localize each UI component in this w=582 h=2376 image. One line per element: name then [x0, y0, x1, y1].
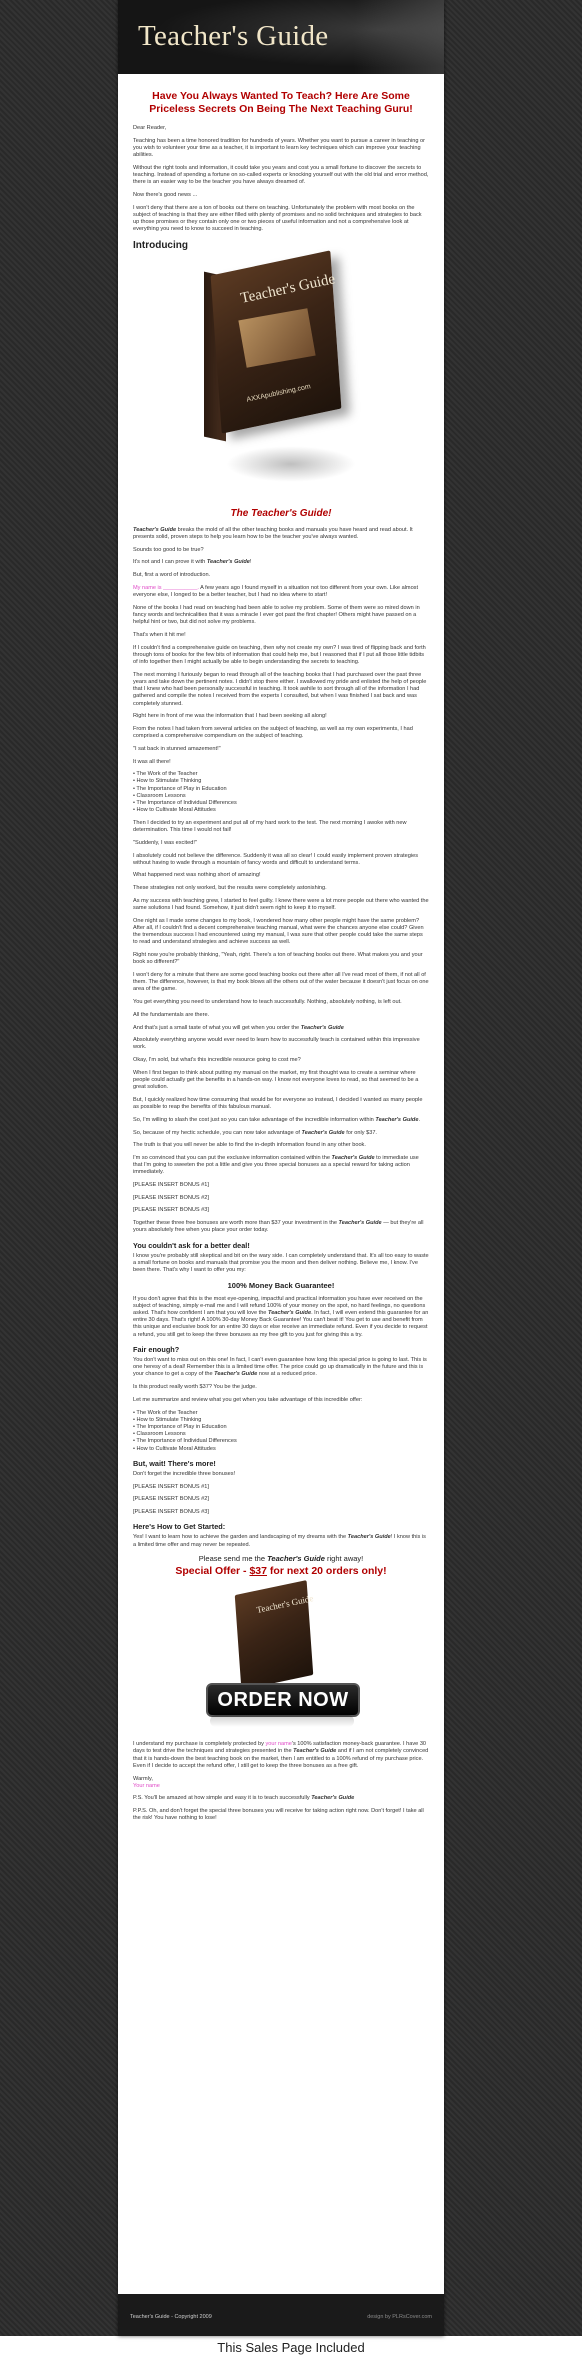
list-item: • Classroom Lessons [133, 792, 186, 799]
text: So, because of my hectic schedule, you can now take advantage of [133, 1129, 302, 1136]
text: If you don't agree that this is the most eye-opening, impactful and practical information you have ever received on the subject of teaching, simply e-mail me and I will refund 100% of your money on the spot, no hard feelings, no questions asked. That's how confident I am that you will love the [133, 1295, 426, 1316]
list-item: • The Importance of Play in Education [133, 785, 227, 792]
text: for only $37. [344, 1129, 377, 1136]
body-paragraph [133, 527, 429, 541]
page-content [118, 74, 444, 1823]
text: and if I am not completely convinced that it is hands-down the best teaching book on the market, then I am entitled to a 100% refund of my purchase price. Even if I decide to accept the refund offer, I still get to keep the three bonuses as a free gift. [133, 1748, 429, 1769]
list-item: • The Importance of Individual Differences [133, 1438, 237, 1445]
body-paragraph [133, 585, 429, 599]
intro-paragraph: Without the right tools and information, it could take you years and cost you a small fortune to discover the secrets to teaching. Instead of spending a fortune on so-called experts or knocking yourself out with the old trial and error method, there is an easier way to be the teacher you have always dreamed of. [133, 164, 429, 186]
text: 's 100% satisfaction money-back guarantee. I have 30 days to test drive the techniques and strategies presented in the [133, 1741, 427, 1755]
order-button-reflection [210, 1715, 354, 1727]
body-paragraph: When I first began to think about putting my manual on the market, my first thought was to create a seminar where people could actually get the benefits in a hands-on way. I know not everyone loves to read, so that seemed to be a great solution. [133, 1069, 419, 1091]
text: — but they're all yours absolutely free when you place your order today. [133, 1220, 424, 1234]
introducing-heading: Introducing [133, 240, 188, 252]
text: And that's just a small taste of what you will get when you order the [133, 1024, 301, 1031]
product-name: Teacher's Guide [300, 1024, 344, 1031]
body-paragraph: What happened next was nothing short of amazing! [133, 872, 261, 879]
list-item: • The Importance of Individual Differences [133, 800, 237, 807]
postscript-2: P.P.S. Oh, and don't forget the special three bonuses you will receive for taking action right now. Don't forget! I take all the risk! You have nothing to lose! [133, 1808, 424, 1822]
summary-list [133, 1410, 429, 1453]
intro-paragraph: Now there's good news ... [133, 191, 198, 198]
body-paragraph [133, 1357, 429, 1379]
bonus-placeholder: [PLEASE INSERT BONUS #2] [133, 1194, 209, 1201]
body-paragraph [133, 1117, 429, 1124]
page-header [118, 0, 444, 74]
bonus-placeholder: [PLEASE INSERT BONUS #1] [133, 1182, 209, 1189]
body-paragraph: The next morning I furiously began to read through all of the teaching books that I had purchased over the past three years and take down the pertinent notes. I didn't stop there either. I swallowed my pride and enlisted the help of people that I knew who had been personally successful in teaching. It took awhile to sort through all of the information I had gathered and compile the notes I received from the experts I consulted, but when I was finished I sat back and was completely stunned. [133, 671, 427, 707]
body-paragraph [133, 559, 429, 566]
text: So, I'm willing to slash the cost just so you can take advantage of the incredible information within [133, 1116, 376, 1123]
body-paragraph [133, 1155, 429, 1177]
bonus-placeholder: [PLEASE INSERT BONUS #1] [133, 1483, 209, 1490]
list-item: • How to Cultivate Moral Attitudes [133, 1445, 216, 1452]
book-reflection [226, 446, 356, 482]
main-headline: Have You Always Wanted To Teach? Here Are Some Priceless Secrets On Being The Next Teaching Guru! [149, 90, 413, 115]
list-item: • The Work of the Teacher [133, 771, 198, 778]
special-offer [133, 1565, 429, 1578]
please-send-line [133, 1555, 429, 1562]
bonus-placeholder: [PLEASE INSERT BONUS #2] [133, 1496, 209, 1503]
body-paragraph: Right here in front of me was the information that I had been seeking all along! [133, 713, 327, 720]
design-credit: design by PLRsCover.com [367, 2314, 432, 2320]
name-placeholder: your name [265, 1741, 292, 1748]
body-paragraph [133, 1534, 429, 1548]
book-site: AXXApublishing.com [245, 382, 312, 404]
product-name: Teacher's Guide [267, 1309, 312, 1316]
body-paragraph: Okay, I'm sold, but what's this incredible resource going to cost me? [133, 1057, 301, 1064]
text: Together these three free bonuses are worth more than $37 your investment in the [133, 1220, 339, 1227]
body-paragraph: But, I quickly realized how time consuming that would be for everyone so instead, I decided I wanted as many people as possible to reap the benefits of this fabulous manual. [133, 1096, 423, 1111]
more-heading: But, wait! There's more! [133, 1458, 216, 1468]
bonus-placeholder: [PLEASE INSERT BONUS #3] [133, 1207, 209, 1214]
text: Special Offer - [175, 1565, 250, 1578]
intro-paragraph: Teaching has been a time honored tradition for hundreds of years. Whether you want to pursue a career in teaching or you wish to volunteer your time as a teacher, it is important to learn key techniques which can improve your teaching abilities. [133, 137, 425, 159]
body-paragraph: Don't forget the incredible three bonuses! [133, 1470, 236, 1477]
body-paragraph: The truth is that you will never be able to find the in-depth information found in any other book. [133, 1142, 366, 1149]
greeting: Dear Reader, [133, 125, 167, 131]
body-paragraph [133, 1220, 429, 1234]
list-item: • The Importance of Play in Education [133, 1423, 227, 1430]
sales-page [118, 0, 444, 2336]
body-paragraph: Right now you're probably thinking, "Yeah, right. There's a ton of teaching books out there. What makes you and your book so different?" [133, 952, 423, 966]
fair-enough-heading: Fair enough? [133, 1344, 180, 1354]
product-name: Teacher's Guide [206, 559, 250, 566]
body-paragraph: "Suddenly, I was excited!" [133, 839, 197, 846]
topics-list [133, 771, 429, 814]
product-name: Teacher's Guide [133, 526, 177, 533]
guarantee-heading: 100% Money Back Guarantee! [227, 1281, 335, 1291]
product-name: Teacher's Guide [267, 1553, 325, 1563]
offer-price: $37 [249, 1565, 267, 1578]
text: It's not and I can prove it with [133, 559, 207, 566]
product-name: Teacher's Guide [293, 1748, 337, 1755]
header-title: Teacher's Guide [138, 20, 329, 52]
text: I'm so convinced that you can put the exclusive information contained within the [133, 1154, 332, 1161]
product-name: Teacher's Guide [347, 1534, 391, 1541]
body-paragraph: None of the books I had read on teaching had been able to solve my problem. Some of them were so mired down in fancy words and technicalities that it was a miracle I ever got past the first chapter! Others might have passed on a helpful hint or two, but did not solve my problems. [133, 604, 420, 626]
postscript [133, 1795, 429, 1802]
body-paragraph: These strategies not only worked, but the results were completely astonishing. [133, 885, 327, 892]
body-paragraph: I won't deny for a minute that there are some good teaching books out there after all I've read most of them, if not all of them. The difference, however, is that my book blows all the others out of the water because it doesn't just focus on one area of the game. [133, 971, 429, 993]
product-name: Teacher's Guide [301, 1129, 345, 1136]
copyright-text: Teacher's Guide - Copyright 2009 [130, 2314, 212, 2320]
body-paragraph: But, first a word of introduction. [133, 572, 211, 579]
body-paragraph: If I couldn't find a comprehensive guide on teaching, then why not create my own? I was tired of flipping back and forth through tons of books for the few bits of information that could help me, but I reasoned that if I put all those little tidbits of info together then I might actually be able to begin understanding the secrets to teaching. [133, 644, 426, 665]
text: to immediate use that I'm going to sweeten the pot a little and give you three special bonuses as a special reward for taking action immediately. [133, 1154, 419, 1176]
text: P.S. You'll be amazed at how simple and easy it is to teach successfully [133, 1795, 312, 1802]
body-paragraph: As my success with teaching grew, I started to feel guilty. I knew there were a lot more people out there who wanted the same solutions I had found. Somehow, it just didn't seem right to keep it to myself. [133, 897, 429, 912]
text: ! I know this is a limited time offer and may never be repeated. [133, 1534, 426, 1548]
list-item: • How to Stimulate Thinking [133, 1416, 202, 1423]
body-paragraph: It was all there! [133, 758, 171, 765]
text: now at a reduced price. [257, 1371, 317, 1378]
text: I understand my purchase is completely protected by [133, 1741, 266, 1748]
body-paragraph: Sounds too good to be true? [133, 546, 204, 553]
order-section [196, 1583, 366, 1733]
signoff: Warmly, [133, 1775, 153, 1782]
body-paragraph: All the fundamentals are there. [133, 1011, 210, 1018]
product-subheading: The Teacher's Guide! [230, 507, 332, 519]
better-deal-heading: You couldn't ask for a better deal! [133, 1240, 250, 1250]
product-name: Teacher's Guide [331, 1154, 375, 1161]
text: A few years ago I found myself in a situation not too different from your own. Like almost everyone else, I longed to be a better teacher, but I had no idea where to start! [133, 584, 419, 599]
list-item: • Classroom Lessons [133, 1431, 186, 1438]
body-paragraph: I know you're probably still skeptical and bit on the wary side. I can completely understand that. It's all too easy to waste a small fortune on books and manuals that promise you the moon and then deliver nothing. Believe me, I know. I've been there. That's why I want to offer you my: [133, 1252, 429, 1274]
intro-paragraph: I won't deny that there are a ton of books out there on teaching. Unfortunately the problem with most books on the subject of teaching is that they are either filled with plenty of promises and no solid techniques and strategies to back up those promises or they contain only one or two pieces of useful information and not a comprehensive look at everything you need to know to succeed in teaching. [133, 204, 422, 233]
body-paragraph: Let me summarize and review what you get when you take advantage of this incredible offer: [133, 1396, 363, 1403]
body-paragraph: That's when it hit me! [133, 631, 186, 638]
list-item: • How to Cultivate Moral Attitudes [133, 807, 216, 814]
text: You don't want to miss out on this one! In fact, I can't even guarantee how long this special price is going to last. This is one heresy of a deal! Remember this is a limited time offer. The price could go up dramatically in the future and this is your chance to get a copy of the [133, 1357, 427, 1378]
header-accent [354, 0, 444, 74]
bonus-placeholder: [PLEASE INSERT BONUS #3] [133, 1509, 209, 1516]
body-paragraph: From the notes I had taken from several articles on the subject of teaching, as well as my own experiments, I had comprised a comprehensive compendium on the subject of teaching. [133, 725, 413, 740]
body-paragraph: Then I decided to try an experiment and put all of my hard work to the test. The next morning I awoke with new determination. This time I would not fail! [133, 819, 407, 834]
book-title: Teacher's Guide [239, 270, 337, 307]
author-name-placeholder: My name is ___________. [133, 584, 199, 591]
book-cover-image [186, 256, 376, 506]
body-paragraph: I absolutely could not believe the difference. Suddenly it was all so clear! I could easily implement proven strategies without having to wade through a mountain of fancy words and difficult to understand terms. [133, 852, 419, 866]
signoff-name: Your name [133, 1782, 160, 1789]
body-paragraph: "I sat back in stunned amazement!" [133, 745, 221, 752]
text: Please send me the [198, 1553, 268, 1563]
body-paragraph [133, 1130, 429, 1137]
body-paragraph: Is this product really worth $37? You be the judge. [133, 1384, 257, 1391]
text: breaks the mold of all the other teaching books and manuals you have heard and read about. It presents solid, proven steps to help you learn how to be the teacher you've always wanted. [133, 526, 413, 541]
text: . [418, 1116, 421, 1123]
product-name: Teacher's Guide [338, 1220, 382, 1227]
body-paragraph [133, 1025, 429, 1032]
product-name: Teacher's Guide [214, 1371, 258, 1378]
closing-paragraph [133, 1741, 429, 1770]
text: ! [249, 559, 252, 566]
text: Yes! I want to learn how to achieve the garden and landscaping of my dreams with the [133, 1534, 348, 1541]
image-caption: This Sales Page Included [217, 2340, 365, 2355]
get-started-heading: Here's How to Get Started: [133, 1522, 226, 1532]
order-book-title: Teacher's Guide [255, 1593, 315, 1616]
body-paragraph: You get everything you need to understand how to teach successfully. Nothing, absolutely nothing, is left out. [133, 999, 402, 1006]
text: for next 20 orders only! [267, 1565, 387, 1578]
product-name: Teacher's Guide [375, 1116, 419, 1123]
text: right away! [324, 1553, 364, 1563]
text: . In fact, I will even extend this guarantee for an entire 30 days. That's right! A 100% 30-day Money Back Guarantee! You can't beat it! You get to use and benefit from this unique and exclusive book for an entire 30 days or else receive an immediate refund. Even if you decide to request a refund, you still get to keep the three bonuses as my free gift to you just for giving this a try. [133, 1309, 429, 1338]
body-paragraph: One night as I made some changes to my book, I wondered how many other people might have the same problem? After all, if I couldn't find a decent comprehensive teaching manual, what were the chances anyone else could? Given the tremendous success I had encountered using my manual, I was sure that other people could take the same steps to read and understand strategies and achieve success as well. [133, 917, 424, 946]
product-name: Teacher's Guide [311, 1795, 355, 1802]
list-item: • How to Stimulate Thinking [133, 778, 202, 785]
order-now-button[interactable]: ORDER NOW [206, 1683, 360, 1717]
list-item: • The Work of the Teacher [133, 1409, 198, 1416]
body-paragraph [133, 1296, 429, 1339]
page-footer [118, 2294, 444, 2336]
body-paragraph: Absolutely everything anyone would ever need to learn how to successfully teach is contained within this impressive work. [133, 1037, 420, 1051]
